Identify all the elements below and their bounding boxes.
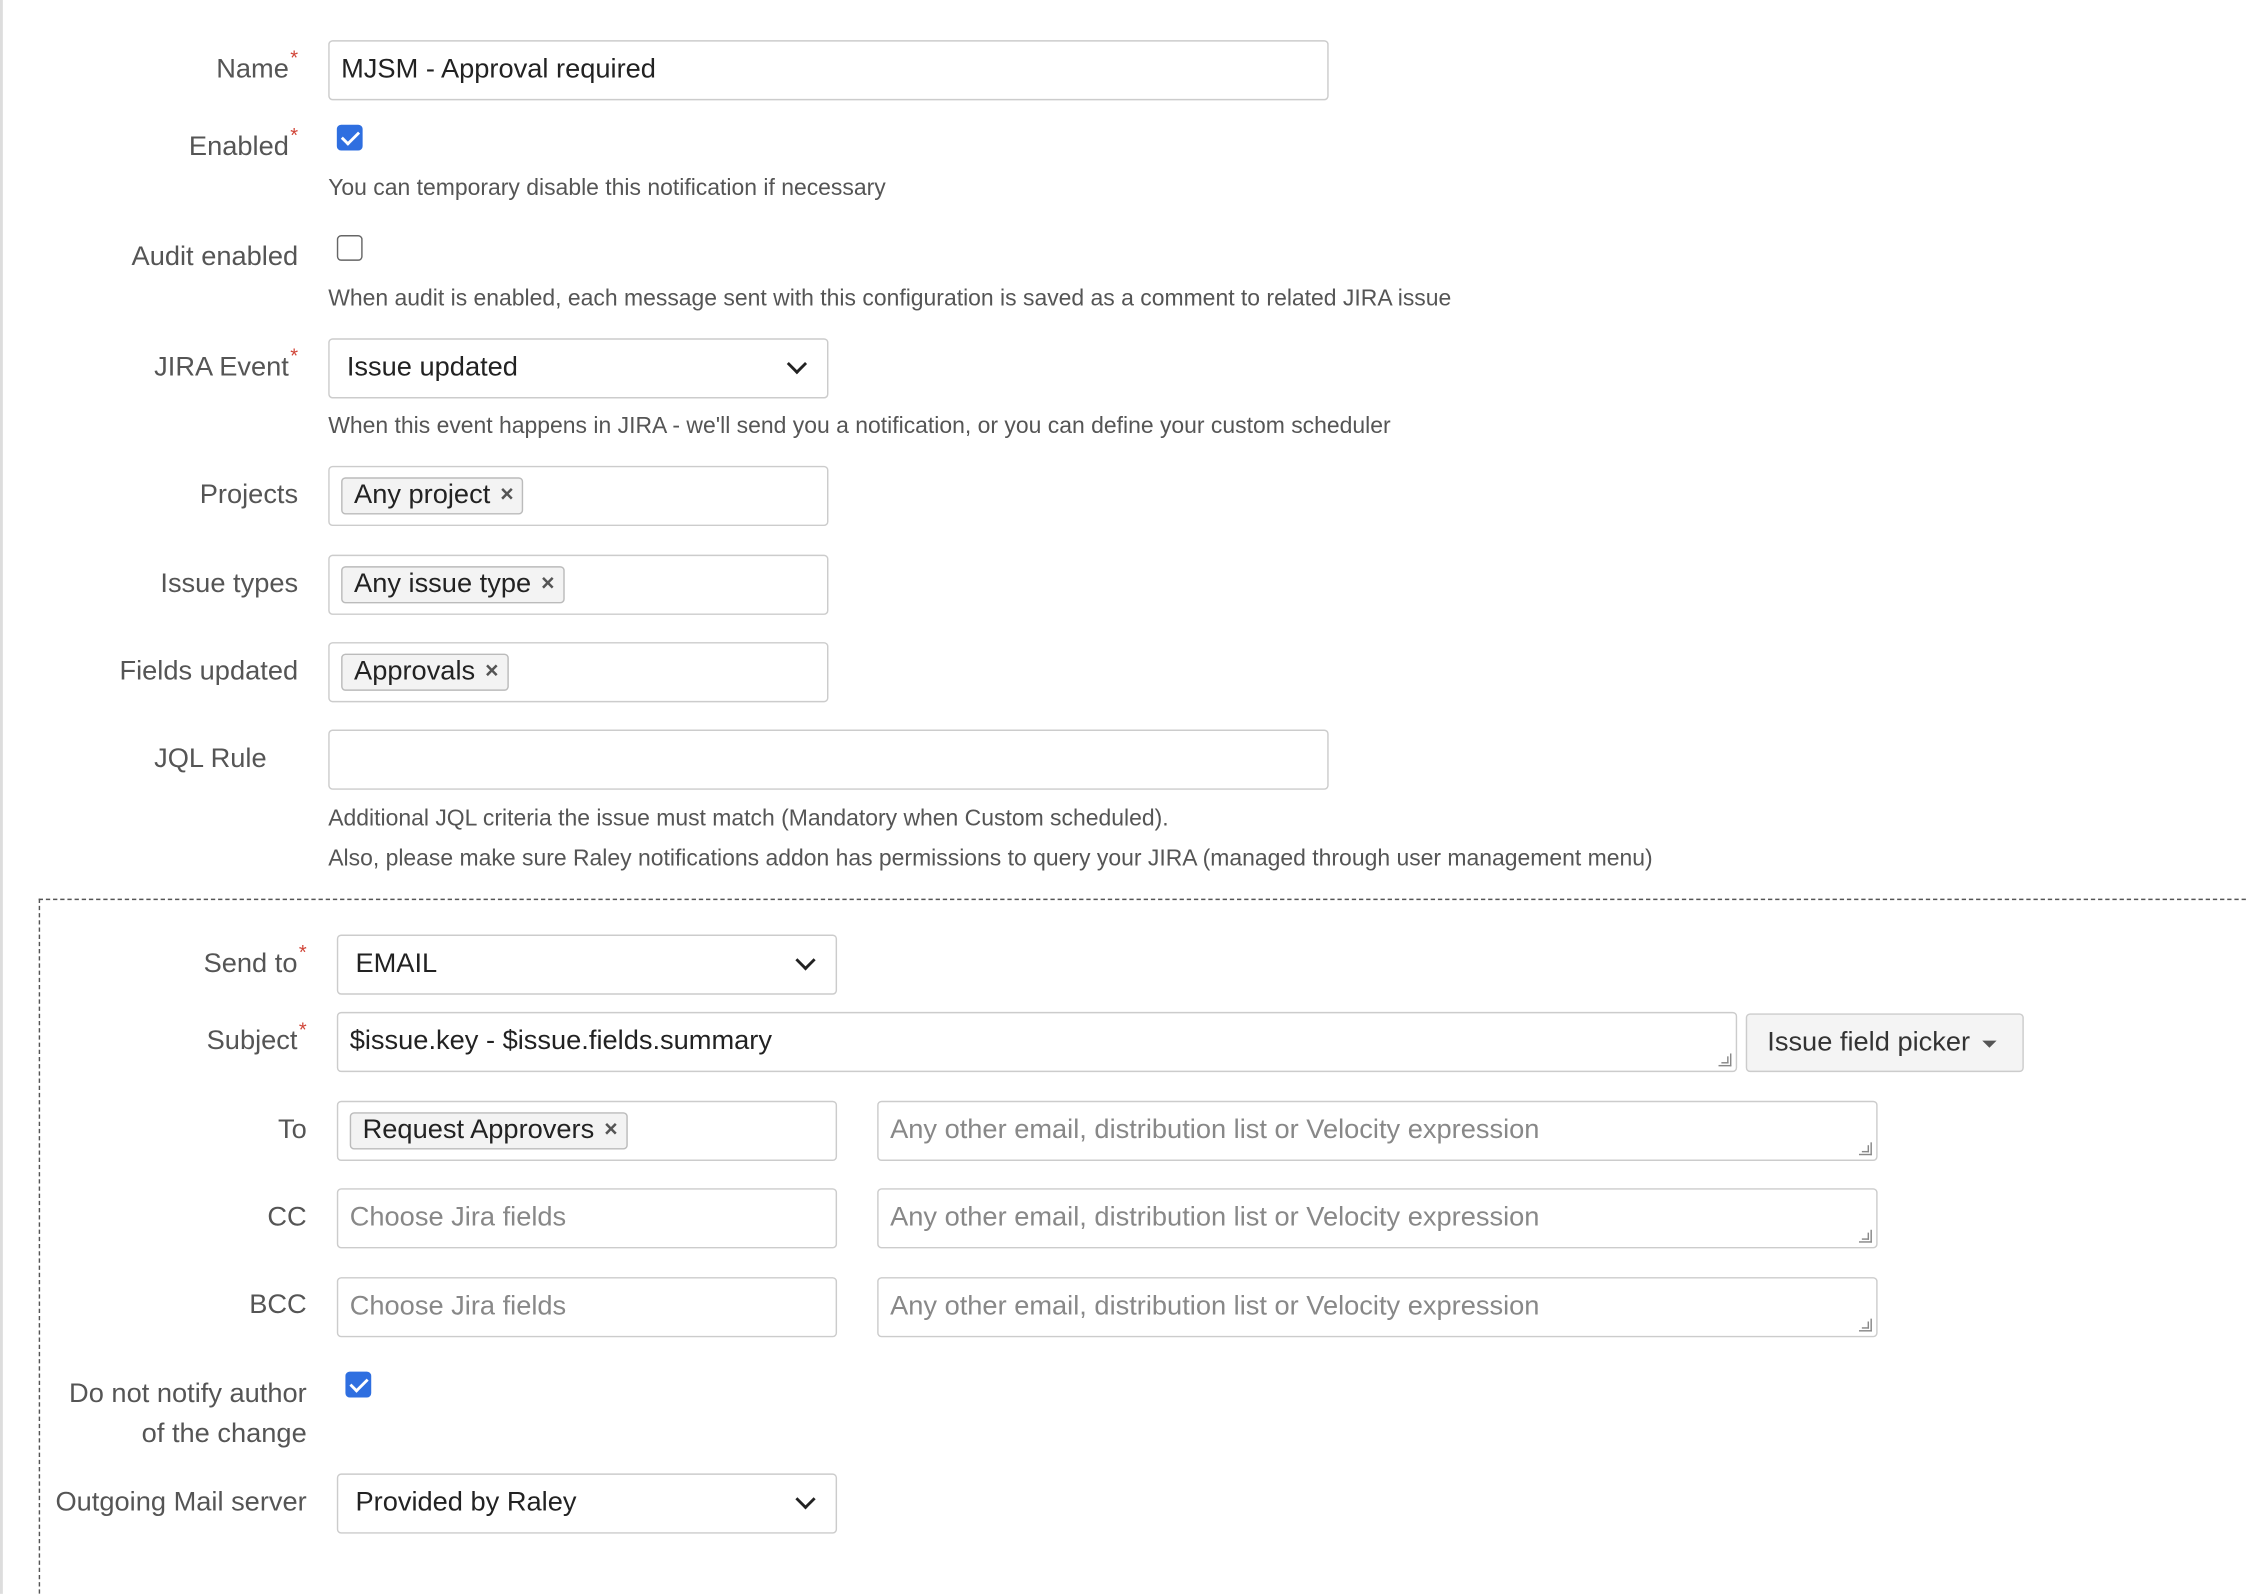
- audit-label: Audit enabled: [131, 242, 299, 273]
- name-input[interactable]: [328, 40, 1328, 100]
- jira-event-value: Issue updated: [346, 352, 518, 383]
- jira-event-select[interactable]: [328, 338, 828, 398]
- bcc-label: BCC: [249, 1289, 307, 1321]
- issue-types-input[interactable]: [328, 555, 828, 615]
- chevron-down-icon: [787, 354, 807, 374]
- send-to-value: EMAIL: [355, 948, 438, 979]
- mail-server-value: Provided by Raley: [355, 1487, 577, 1518]
- subject-label: Subject*: [206, 1017, 307, 1057]
- required-marker: *: [298, 940, 307, 964]
- enabled-label: Enabled*: [188, 123, 299, 162]
- required-marker: *: [290, 123, 299, 147]
- no-notify-checkbox[interactable]: [345, 1372, 371, 1398]
- jql-help-2: Also, please make sure Raley notifications addon has permissions to query your JIRA (managed through user management menu): [328, 847, 1653, 872]
- project-tag: Any project ×: [341, 477, 524, 514]
- audit-help: When audit is enabled, each message sent with this configuration is saved as a comment to related JIRA issue: [328, 286, 1452, 312]
- mail-server-label: Outgoing Mail server: [55, 1487, 307, 1518]
- send-to-label: Send to*: [203, 940, 307, 979]
- bcc-fields-placeholder: Choose Jira fields: [349, 1291, 567, 1322]
- page-left-border: [0, 0, 3, 1594]
- recipient-tag: Request Approvers ×: [350, 1112, 628, 1149]
- chevron-down-icon: [795, 1489, 815, 1509]
- issue-type-tag: Any issue type ×: [341, 566, 564, 603]
- cc-other-input[interactable]: [877, 1188, 1877, 1248]
- name-input-value: MJSM - Approval required: [341, 54, 656, 85]
- to-other-placeholder: Any other email, distribution list or Velocity expression: [890, 1115, 1540, 1146]
- remove-tag-icon[interactable]: ×: [604, 1117, 618, 1143]
- jira-event-label: JIRA Event*: [154, 343, 299, 383]
- field-tag: Approvals ×: [341, 654, 508, 691]
- resize-handle-icon[interactable]: [1859, 1230, 1872, 1243]
- cc-label: CC: [267, 1202, 307, 1233]
- enabled-help: You can temporary disable this notification if necessary: [328, 176, 886, 201]
- jql-help-1: Additional JQL criteria the issue must match (Mandatory when Custom scheduled).: [328, 806, 1169, 832]
- to-fields-input[interactable]: [337, 1101, 837, 1161]
- enabled-checkbox[interactable]: [337, 125, 363, 151]
- fields-updated-input[interactable]: [328, 642, 828, 702]
- resize-handle-icon[interactable]: [1859, 1142, 1872, 1155]
- cc-other-placeholder: Any other email, distribution list or Velocity expression: [890, 1202, 1540, 1233]
- projects-label: Projects: [199, 480, 299, 511]
- required-marker: *: [298, 1017, 307, 1041]
- jql-input[interactable]: [328, 730, 1328, 790]
- subject-input-value: $issue.key - $issue.fields.summary: [349, 1026, 772, 1057]
- remove-tag-icon[interactable]: ×: [500, 483, 514, 508]
- jql-label: JQL Rule: [154, 743, 267, 774]
- fields-updated-label: Fields updated: [119, 656, 299, 687]
- resize-handle-icon[interactable]: [1719, 1053, 1732, 1066]
- required-marker: *: [290, 343, 299, 367]
- issue-types-label: Issue types: [160, 569, 299, 600]
- jira-event-help: When this event happens in JIRA - we'll send you a notification, or you can define your custom scheduler: [328, 414, 1391, 439]
- no-notify-label: Do not notify author of the change: [69, 1378, 307, 1450]
- bcc-other-placeholder: Any other email, distribution list or Velocity expression: [890, 1291, 1540, 1322]
- remove-tag-icon[interactable]: ×: [541, 571, 555, 597]
- cc-fields-placeholder: Choose Jira fields: [349, 1202, 567, 1233]
- to-label: To: [277, 1115, 307, 1146]
- bcc-fields-input[interactable]: [337, 1277, 837, 1337]
- subject-input[interactable]: [337, 1012, 1737, 1072]
- resize-handle-icon[interactable]: [1859, 1319, 1872, 1332]
- mail-server-select[interactable]: [337, 1473, 837, 1533]
- bcc-other-input[interactable]: [877, 1277, 1877, 1337]
- required-marker: *: [290, 45, 299, 69]
- to-other-input[interactable]: [877, 1101, 1877, 1161]
- remove-tag-icon[interactable]: ×: [485, 659, 499, 684]
- send-to-select[interactable]: [337, 935, 837, 995]
- caret-down-icon: [1982, 1041, 1996, 1048]
- issue-field-picker-button[interactable]: Issue field picker: [1746, 1013, 2024, 1072]
- cc-fields-input[interactable]: [337, 1188, 837, 1248]
- chevron-down-icon: [795, 950, 815, 970]
- name-label: Name*: [216, 45, 299, 85]
- audit-checkbox[interactable]: [337, 235, 363, 261]
- projects-input[interactable]: [328, 466, 828, 526]
